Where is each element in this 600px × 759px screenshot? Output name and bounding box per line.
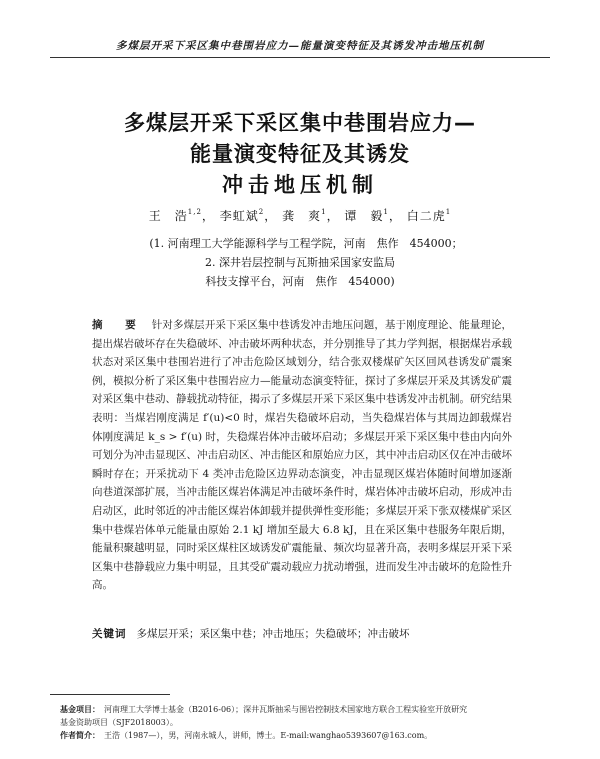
- keywords: [92, 625, 512, 643]
- abstract: [92, 316, 512, 595]
- footnotes: [60, 703, 550, 742]
- paper-title: [40, 108, 560, 201]
- author-list: [40, 207, 560, 224]
- affiliation-line-1: (1. 河南理工大学能源科学与工程学院，河南 焦作 454000；: [149, 237, 463, 250]
- title-line-3: 冲击地压机制: [222, 173, 378, 197]
- footnote-rule: [50, 694, 170, 695]
- author-name: 龚 爽: [282, 209, 322, 223]
- running-header: 多煤层开采下采区集中巷围岩应力—能量演变特征及其诱发冲击地压机制: [116, 40, 484, 52]
- fund-text-1: 河南理工大学博士基金（B2016-06）；深井瓦斯抽采与围岩控制技术国家地方联合工程实验室开放研究: [104, 705, 468, 714]
- author-separator: ，: [264, 209, 278, 223]
- author-bio-label: 作者简介：: [60, 731, 100, 740]
- fund-line-2: 基金资助项目（SJF2018003）。: [60, 718, 178, 727]
- author-name: 谭 毅: [344, 209, 384, 223]
- author-name: 白二虎: [406, 209, 446, 223]
- affiliations: [40, 234, 560, 291]
- author-name: 王 浩: [148, 209, 188, 223]
- author-affiliation-mark: 1: [383, 208, 389, 216]
- affiliation-line-2: 2. 深井岩层控制与瓦斯抽采国家安监局: [205, 256, 395, 269]
- abstract-label: 摘 要: [92, 319, 142, 331]
- author-affiliation-mark: 1: [321, 208, 327, 216]
- fund-line-1: [60, 703, 550, 716]
- author-affiliation-mark: 2: [258, 208, 265, 216]
- affiliation-line-3: 科技支撑平台，河南 焦作 454000): [205, 275, 395, 288]
- author-bio: [60, 729, 550, 742]
- keywords-label: 关键词: [92, 628, 127, 640]
- header-rule: [50, 57, 550, 58]
- author-separator: ，: [201, 209, 215, 223]
- author-name: 李虹斌: [219, 209, 259, 223]
- fund-label: 基金项目：: [60, 705, 100, 714]
- author-bio-text: 王浩（1987—），男，河南永城人，讲师，博士。E-mail:wanghao5393607@163.com。: [104, 731, 433, 740]
- author-separator: ，: [326, 209, 340, 223]
- author-affiliation-mark: 1: [445, 208, 452, 216]
- title-line-2: 能量演变特征及其诱发: [190, 142, 410, 166]
- keywords-text: 多煤层开采；采区集中巷；冲击地压；失稳破坏；冲击破坏: [136, 628, 410, 640]
- author-affiliation-mark: 1,2: [187, 208, 202, 216]
- author-separator: ，: [388, 209, 402, 223]
- abstract-text: 针对多煤层开采下采区集中巷诱发冲击地压问题，基于刚度理论、能量理论，提出煤岩破坏存在失稳破坏、冲击破坏两种状态，并分别推导了其力学判据，根据煤岩承载状态对采区集中巷围岩进行了冲击危险区域划分，结合张双楼煤矿矢区回风巷诱发矿震案例，模拟分析了采区集中巷围岩应力—能量动态演变特征，探讨了多煤层开采及其诱发矿震对采区集中巷动、静载扰动特征，揭示了多煤层开采下采区集中巷诱发冲击机制。研究结果表明：当煤岩刚度满足 f′(u)<0 时，煤岩失稳破坏启动，当失稳煤岩体与其周边卸载煤岩体刚度满足 k_s > f′(u) 时，失稳煤岩体冲击破坏启动；多煤层开采下采区集中巷由内向外可划分为冲击显现区、冲击启动区、冲击能区和原始应力区，其中冲击启动区仅在冲击破坏瞬时存在；开采扰动下 4 类冲击危险区边界动态演变，冲击显现区煤岩体随时间增加逐渐向巷道深部扩展，当冲击能区煤岩体满足冲击破坏条件时，煤岩体冲击破坏启动，形成冲击启动区，此时邻近的冲击能区煤岩体卸载并提供弹性变形能；多煤层开采下张双楼煤矿采区集中巷煤岩体单元能量由原始 2.1 kJ 增加至最大 6.8 kJ，且在采区集中巷服务年限后期，能量积聚越明显，同时采区煤柱区域诱发矿震能量、频次均显著升高，表明多煤层开采下采区集中巷静载应力集中明显，且其受矿震动载应力扰动增强，进而发生冲击破坏的危险性升高。: [92, 319, 513, 592]
- title-line-1: 多煤层开采下采区集中巷围岩应力—: [124, 111, 476, 135]
